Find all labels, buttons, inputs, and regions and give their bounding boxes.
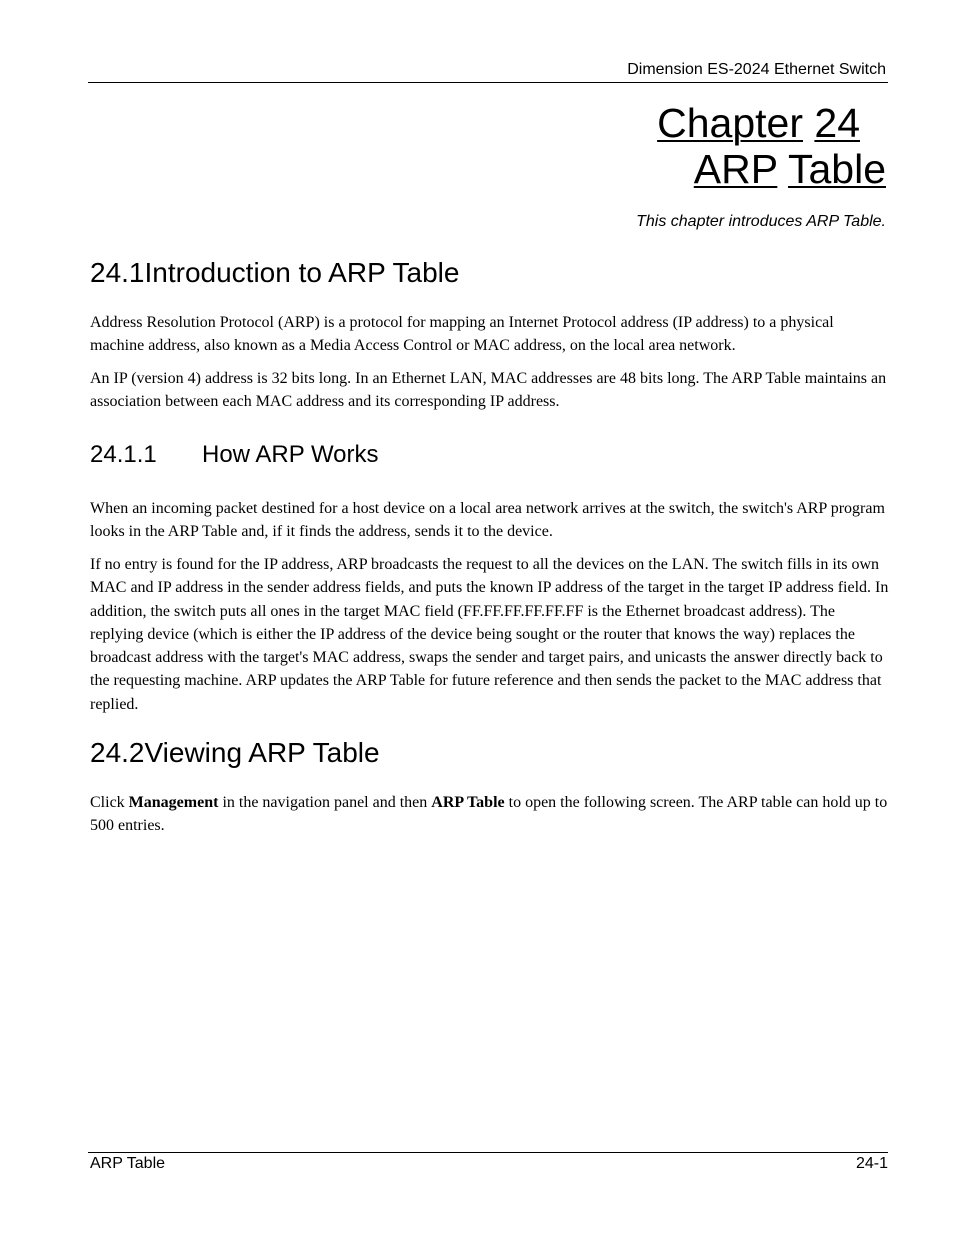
chapter-title: [657, 100, 886, 192]
ui-term-arp-table: ARP Table: [431, 794, 505, 811]
chapter-intro: This chapter introduces ARP Table.: [636, 213, 886, 230]
chapter-title-word-2: Table: [787, 146, 886, 192]
section-title: Introduction to ARP Table: [144, 257, 460, 288]
section-number: 24.2: [90, 737, 145, 768]
chapter-word: Chapter: [657, 100, 803, 146]
running-header: Dimension ES-2024 Ethernet Switch: [627, 61, 886, 78]
footer-rule: [88, 1152, 888, 1153]
section-number: 24.1: [90, 257, 145, 288]
section-heading-24-1: [90, 256, 459, 290]
paragraph: [90, 791, 890, 838]
ui-term-management: Management: [128, 794, 219, 811]
chapter-title-line-1: [657, 100, 860, 146]
footer-page-number: 24-1: [855, 1155, 888, 1172]
section-heading-24-2: [90, 736, 380, 770]
section-number: 24.1.1: [90, 441, 157, 468]
chapter-title-line-2: [657, 146, 886, 192]
text-run: to open the following screen. The ARP table can hold up to 500 entries.: [90, 794, 888, 835]
paragraph: If no entry is found for the IP address, ARP broadcasts the request to all the devices on the LAN. The switch fills in its own MAC and IP address in the sender address fields, and puts the known IP address of the target in the target IP address field. In addition, the switch puts all ones in the target MAC field (FF.FF.FF.FF.FF.FF is the Ethernet broadcast address). The replying device (which is either the IP address of the device being sought or the router that knows the way) replaces the broadcast address with the target's MAC address, swaps the sender and target pairs, and unicasts the answer directly back to the requesting machine. ARP updates the ARP Table for future reference and then sends the packet to the MAC address that replied.: [90, 556, 889, 713]
paragraph: When an incoming packet destined for a host device on a local area network arrives at the switch, the switch's ARP program looks in the ARP Table and, if it finds the address, sends it to the device.: [90, 500, 885, 541]
text-run: in the navigation panel and then: [218, 794, 432, 811]
paragraph: Address Resolution Protocol (ARP) is a protocol for mapping an Internet Protocol address (IP address) to a physical machine address, also known as a Media Access Control or MAC address, on the local area network.: [90, 314, 834, 355]
header-rule: [88, 82, 888, 83]
chapter-title-word-1: ARP: [693, 146, 778, 192]
section-title: Viewing ARP Table: [144, 737, 380, 768]
chapter-number: 24: [814, 100, 860, 146]
paragraph: An IP (version 4) address is 32 bits long. In an Ethernet LAN, MAC addresses are 48 bits long. The ARP Table maintains an association between each MAC address and its corresponding IP address.: [90, 370, 887, 411]
section-title: How ARP Works: [202, 441, 379, 468]
text-run: Click: [90, 794, 129, 811]
section-heading-24-1-1: [90, 440, 379, 470]
footer-chapter-name: ARP Table: [90, 1155, 166, 1172]
